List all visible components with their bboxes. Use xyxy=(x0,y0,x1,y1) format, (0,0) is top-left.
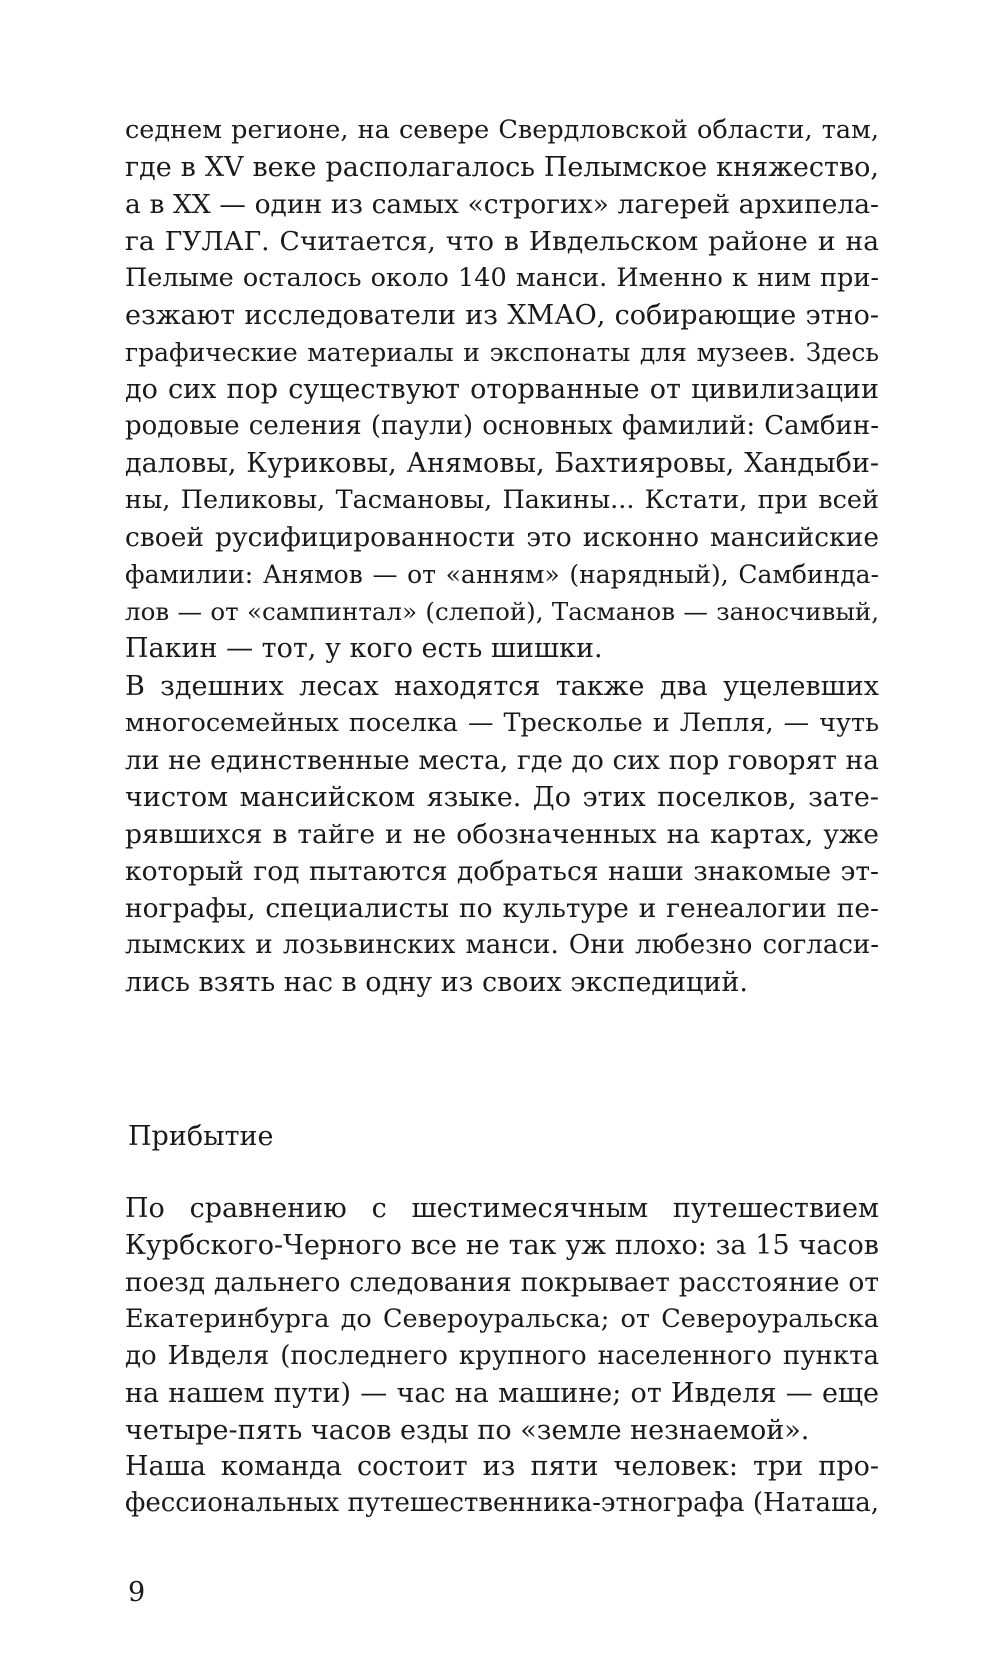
text-line: а в XX — один из самых «строгих» лагерей архипела- xyxy=(125,189,879,220)
text-line: лымских и лозьвинских манси. Они любезно согласи- xyxy=(125,930,879,960)
text-line: Наша команда состоит из пяти человек: три про- xyxy=(125,1451,879,1482)
text-line: который год пытаются добраться наши знакомые эт- xyxy=(125,856,879,887)
text-line: лов — от «сампинтал» (слепой), Тасманов — заносчивый, xyxy=(125,597,879,626)
text-line: графические материалы и экспонаты для музеев. Здесь xyxy=(125,338,879,367)
text-line: на нашем пути) — час на машине; от Ивделя — еще xyxy=(125,1378,879,1409)
text-line: родовые селения (паули) основных фамилий: Самбин- xyxy=(125,411,879,441)
text-line: По сравнению с шестимесячным путешествием xyxy=(125,1193,879,1224)
paragraph-3 xyxy=(125,1190,879,1449)
text-line: В здешних лесах находятся также два уцелевших xyxy=(125,671,879,702)
section-heading: Прибытие xyxy=(128,1121,274,1152)
text-line: га ГУЛАГ. Считается, что в Ивдельском районе и на xyxy=(125,226,879,257)
text-line: лись взять нас в одну из своих экспедиций. xyxy=(125,967,748,998)
text-line: даловы, Куриковы, Анямовы, Бахтияровы, Хандыби- xyxy=(125,448,879,479)
page-number: 9 xyxy=(128,1577,146,1608)
text-line: фессиональных путешественника-этнографа (Наташа, xyxy=(125,1488,879,1518)
paragraph-4 xyxy=(125,1448,879,1522)
text-line: Екатеринбурга до Североуральска; от Североуральска xyxy=(125,1304,879,1334)
text-line: седнем регионе, на севере Свердловской области, там, xyxy=(125,115,879,145)
text-line: до сих пор существуют оторванные от цивилизации xyxy=(125,374,879,405)
paragraph-1 xyxy=(125,112,879,667)
text-line: где в XV веке располагалось Пелымское княжество, xyxy=(125,152,879,183)
text-line: фамилии: Анямов — от «анням» (нарядный), Самбинда- xyxy=(125,560,879,589)
text-line: Курбского-Черного все не так уж плохо: за 15 часов xyxy=(125,1230,879,1261)
text-line: многосемейных поселка — Трескольe и Лепля, — чуть xyxy=(125,708,879,738)
text-line: чистом мансийском языке. До этих поселков, зате- xyxy=(125,782,879,813)
text-line: рявшихся в тайге и не обозначенных на картах, уже xyxy=(125,819,879,850)
text-line: Пакин — тот, у кого есть шишки. xyxy=(125,633,603,664)
text-line: ны, Пеликовы, Тасмановы, Пакины... Кстати, при всей xyxy=(125,485,879,515)
text-line: четыре-пять часов езды по «земле незнаемой». xyxy=(125,1415,810,1446)
text-line: Пелыме осталось около 140 манси. Именно к ним при- xyxy=(125,263,879,293)
text-line: поезд дальнего следования покрывает расстояние от xyxy=(125,1267,879,1298)
text-line: нографы, специалисты по культуре и генеалогии пе- xyxy=(125,893,879,924)
text-line: до Ивделя (последнего крупного населенного пункта xyxy=(125,1341,879,1371)
text-line: ли не единственные места, где до сих пор говорят на xyxy=(125,745,879,776)
text-line: своей русифицированности это исконно мансийские xyxy=(125,522,879,553)
paragraph-2 xyxy=(125,668,879,1001)
text-line: езжают исследователи из ХМАО, собирающие этно- xyxy=(125,300,879,331)
